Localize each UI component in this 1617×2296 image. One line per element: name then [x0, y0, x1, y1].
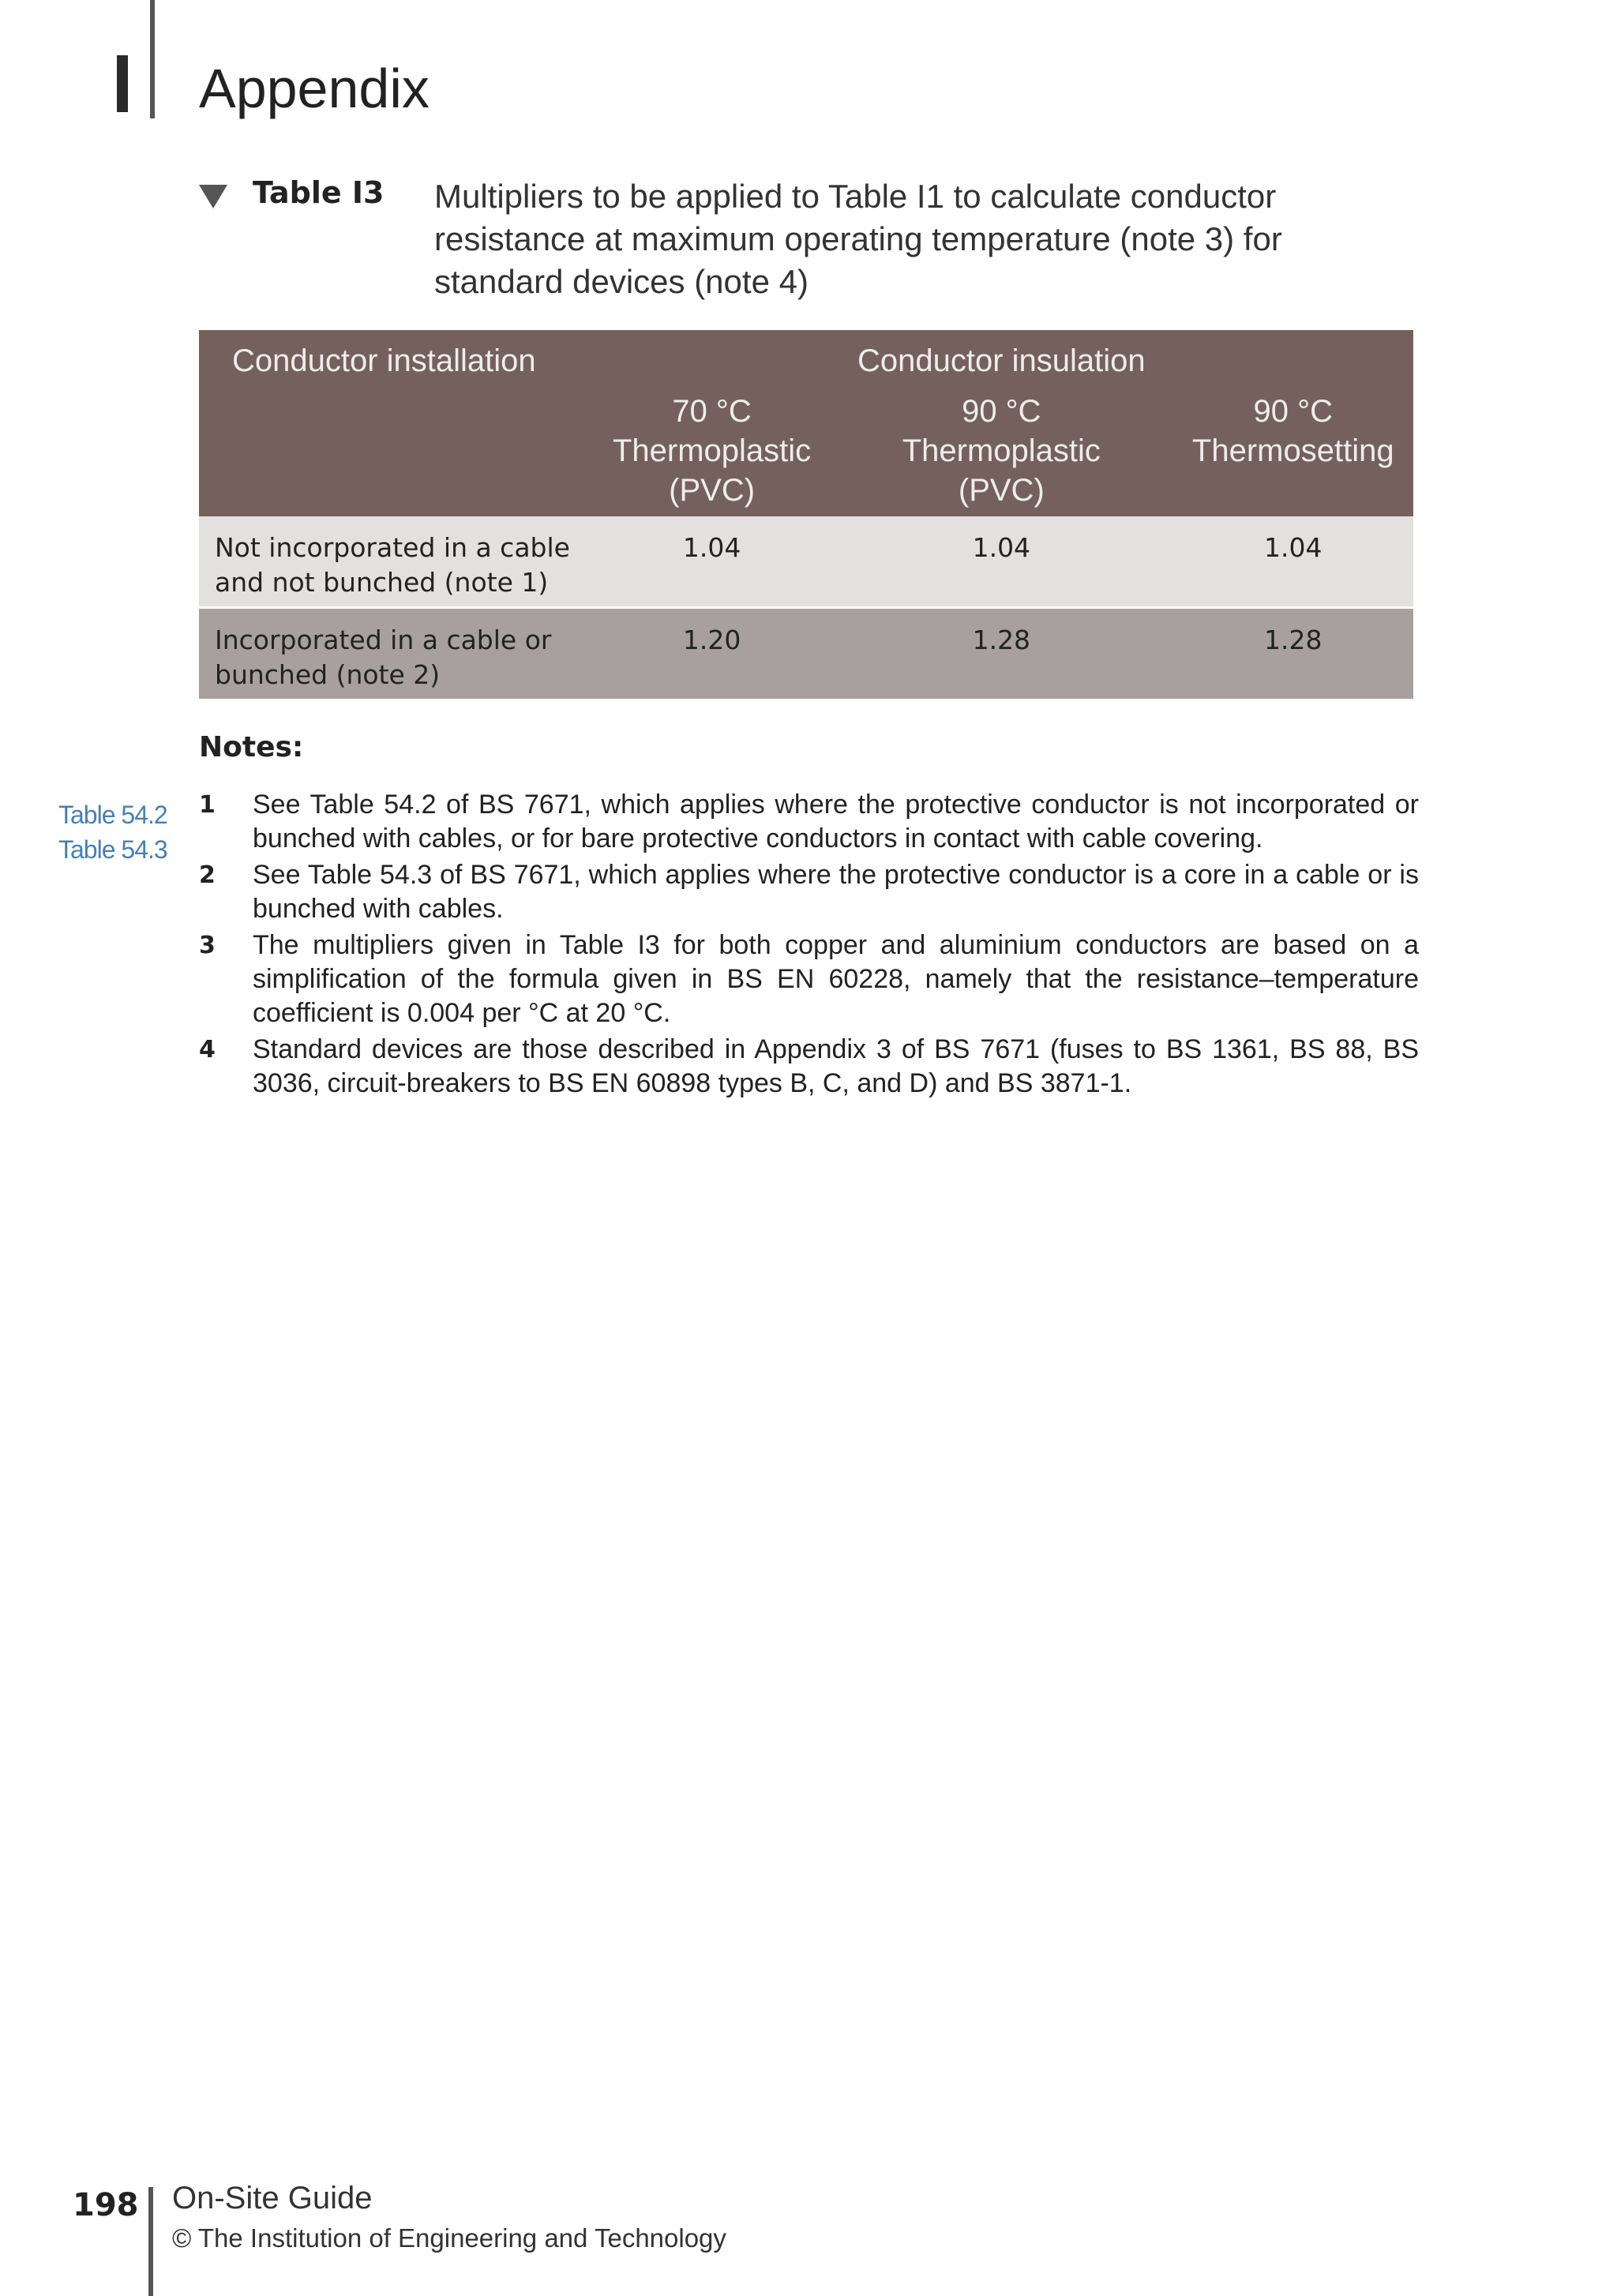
table-number: Table I3 — [253, 175, 385, 210]
table-cell: 1.28 — [1172, 608, 1413, 700]
subheader-blank — [199, 387, 594, 516]
column-header — [1172, 387, 1413, 516]
row-label — [199, 608, 594, 700]
column-header-material: (PVC) — [958, 473, 1045, 508]
table-row — [199, 516, 1413, 608]
column-header — [830, 387, 1172, 516]
note-text: See Table 54.3 of BS 7671, which applies where the protective conductor is a core in a cable or is bunched with cables. — [253, 860, 1419, 924]
header-rule — [150, 0, 155, 118]
note-number: 4 — [199, 1036, 216, 1064]
column-header-temp: 70 °C — [672, 394, 752, 429]
column-header — [594, 387, 830, 516]
column-header-temp: 90 °C — [1253, 394, 1333, 429]
table-row — [199, 608, 1413, 700]
note-number: 3 — [199, 932, 216, 959]
note-item — [199, 929, 1419, 1030]
footer-rule — [148, 2187, 153, 2296]
column-header-type: Thermosetting — [1191, 433, 1394, 468]
table-cell: 1.20 — [594, 608, 830, 700]
row-label-line: and not bunched (note 1) — [215, 567, 549, 598]
note-item — [199, 788, 1419, 856]
note-item — [199, 858, 1419, 926]
page-number: 198 — [73, 2187, 139, 2223]
margin-reference-link[interactable]: Table 54.3 — [58, 835, 167, 864]
row-label-line: bunched (note 2) — [215, 659, 441, 690]
header-conductor-installation: Conductor installation — [199, 330, 594, 387]
table-header-row — [199, 330, 1413, 387]
header-conductor-insulation: Conductor insulation — [830, 330, 1172, 387]
row-label — [199, 516, 594, 608]
note-number: 2 — [199, 861, 216, 889]
note-number: 1 — [199, 791, 216, 819]
table-subheader-row — [199, 387, 1413, 516]
column-header-type: Thermoplastic — [902, 433, 1101, 468]
column-header-temp: 90 °C — [962, 394, 1041, 429]
triangle-down-icon — [199, 185, 227, 208]
table-cell: 1.04 — [830, 516, 1172, 608]
row-label-line: Not incorporated in a cable — [215, 532, 570, 563]
note-text: See Table 54.2 of BS 7671, which applies where the protective conductor is not incorporated or bunched with cables, or for bare protective conductors in contact with cable covering. — [253, 790, 1419, 853]
table-cell: 1.04 — [594, 516, 830, 608]
table-cell: 1.04 — [1172, 516, 1413, 608]
multiplier-table — [199, 330, 1413, 699]
table-cell: 1.28 — [830, 608, 1172, 700]
column-header-material: (PVC) — [669, 473, 756, 508]
row-label-line: Incorporated in a cable or — [215, 625, 552, 655]
margin-reference-link[interactable]: Table 54.2 — [58, 801, 167, 829]
page-title: Appendix — [199, 58, 430, 119]
header-spacer — [594, 330, 830, 387]
column-header-type: Thermoplastic — [612, 433, 812, 468]
notes-heading: Notes: — [199, 731, 304, 763]
table-caption-text: Multipliers to be applied to Table I1 to calculate conductor resistance at maximum operating temperature (note 3) for standard devices (note 4) — [434, 178, 1282, 300]
note-text: The multipliers given in Table I3 for both copper and aluminium conductors are based on a simplification of the formula given in BS EN 60228, namely that the resistance–temperature coefficient is 0.004 per °C at 20 °C. — [253, 930, 1419, 1028]
note-text: Standard devices are those described in Appendix 3 of BS 7671 (fuses to BS 1361, BS 88, BS 3036, circuit-breakers to BS EN 60898 types B, C, and D) and BS 3871-1. — [253, 1034, 1419, 1098]
header-spacer — [1172, 330, 1413, 387]
note-item — [199, 1033, 1419, 1101]
footer-book-title: On-Site Guide — [172, 2181, 373, 2215]
footer-copyright: © The Institution of Engineering and Technology — [172, 2223, 726, 2253]
chapter-marker — [117, 55, 128, 112]
notes-list — [199, 788, 1419, 1103]
